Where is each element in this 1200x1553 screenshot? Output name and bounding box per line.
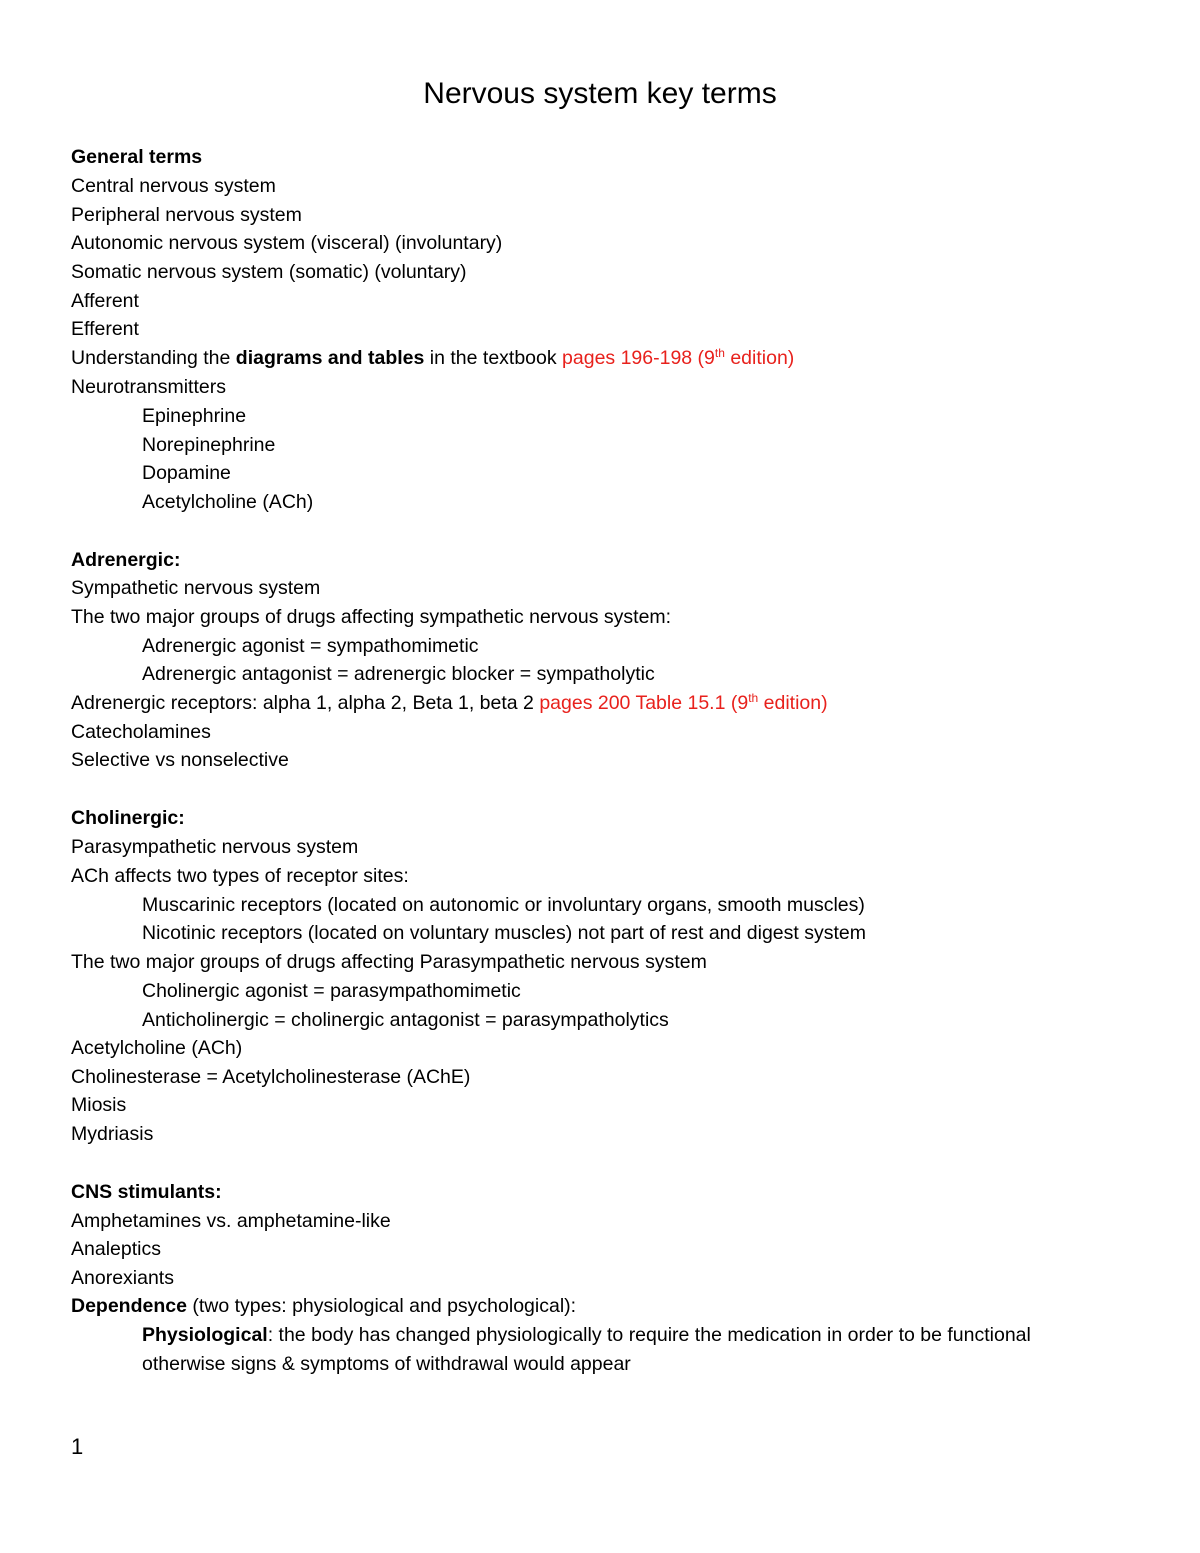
list-item: Muscarinic receptors (located on autonomic or involuntary organs, smooth muscles) (142, 894, 865, 916)
receptors-line (71, 689, 828, 718)
neurotransmitters-label: Neurotransmitters (71, 376, 226, 398)
superscript: th (714, 346, 725, 360)
ref-text: edition) (758, 692, 828, 714)
list-item: Cholinesterase = Acetylcholinesterase (AChE) (71, 1066, 471, 1088)
list-item: Afferent (71, 290, 139, 312)
list-item: Adrenergic agonist = sympathomimetic (142, 635, 479, 657)
section-heading-adrenergic: Adrenergic: (71, 549, 181, 571)
text-span: Adrenergic receptors: alpha 1, alpha 2, Beta 1, beta 2 (71, 692, 540, 714)
list-item: Norepinephrine (142, 434, 276, 456)
list-item: Acetylcholine (ACh) (142, 491, 314, 513)
list-item: Analeptics (71, 1238, 161, 1260)
superscript: th (748, 691, 759, 705)
bold-text: Dependence (71, 1295, 187, 1317)
list-item: Adrenergic antagonist = adrenergic blocker = sympatholytic (142, 663, 655, 685)
page-number: 1 (71, 1434, 84, 1459)
list-item: Cholinergic agonist = parasympathomimetic (142, 980, 521, 1002)
list-item: Amphetamines vs. amphetamine-like (71, 1210, 391, 1232)
page-reference (562, 347, 794, 369)
list-item: Anticholinergic = cholinergic antagonist = parasympatholytics (142, 1009, 669, 1031)
physiological-line (142, 1321, 1031, 1350)
list-item: Miosis (71, 1094, 127, 1116)
list-item: Autonomic nervous system (visceral) (involuntary) (71, 232, 503, 254)
text-span: : the body has changed physiologically to require the medication in order to be functional (267, 1324, 1031, 1346)
ref-text: pages 200 Table 15.1 (9 (539, 692, 749, 714)
list-item: The two major groups of drugs affecting Parasympathetic nervous system (71, 951, 707, 973)
physiological-line-continued: otherwise signs & symptoms of withdrawal would appear (142, 1353, 631, 1375)
list-item: Central nervous system (71, 175, 276, 197)
list-item: Catecholamines (71, 721, 211, 743)
list-item: Efferent (71, 318, 139, 340)
list-item: Nicotinic receptors (located on voluntary muscles) not part of rest and digest system (142, 922, 866, 944)
bold-text: Physiological (142, 1324, 268, 1346)
list-item: Mydriasis (71, 1123, 154, 1145)
list-item: Epinephrine (142, 405, 247, 427)
list-item: Selective vs nonselective (71, 749, 289, 771)
section-heading-cholinergic: Cholinergic: (71, 807, 185, 829)
dependence-line (71, 1292, 576, 1321)
list-item: Anorexiants (71, 1267, 174, 1289)
list-item: Sympathetic nervous system (71, 577, 321, 599)
list-item: Somatic nervous system (somatic) (voluntary) (71, 261, 467, 283)
list-item: Peripheral nervous system (71, 204, 302, 226)
ref-text: edition) (724, 347, 795, 369)
page-reference (539, 692, 827, 714)
understanding-line (71, 344, 794, 373)
list-item: Acetylcholine (ACh) (71, 1037, 243, 1059)
section-heading-general: General terms (71, 146, 203, 168)
text-span: Understanding the (71, 347, 236, 369)
list-item: ACh affects two types of receptor sites: (71, 865, 409, 887)
text-span: (two types: physiological and psychological): (186, 1295, 577, 1317)
page-title: Nervous system key terms (423, 77, 777, 110)
bold-text: diagrams and tables (235, 347, 425, 369)
text-span: in the textbook (424, 347, 563, 369)
list-item: The two major groups of drugs affecting sympathetic nervous system: (71, 606, 672, 628)
list-item: Dopamine (142, 462, 231, 484)
section-heading-cns: CNS stimulants: (71, 1181, 222, 1203)
list-item: Parasympathetic nervous system (71, 836, 359, 858)
ref-text: pages 196-198 (9 (562, 347, 715, 369)
